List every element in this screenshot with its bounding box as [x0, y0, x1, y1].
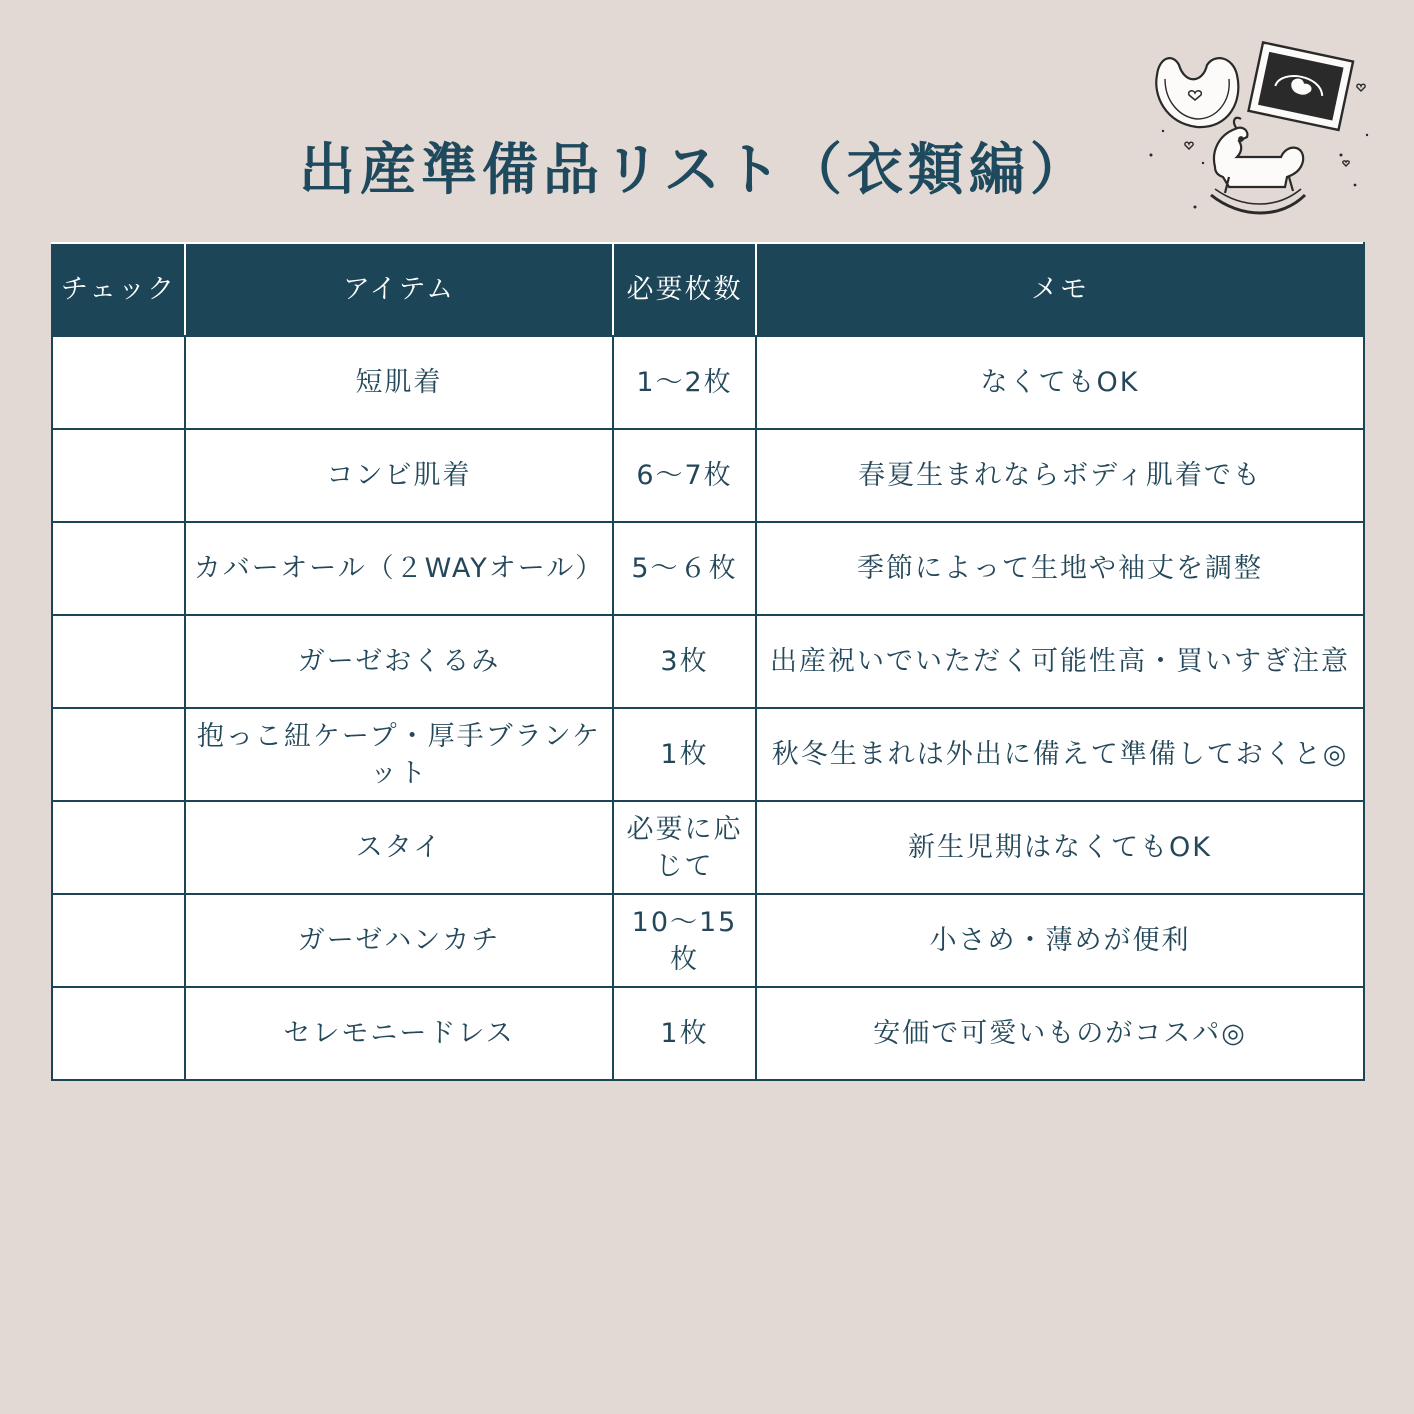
item-cell: ガーゼハンカチ — [185, 894, 613, 987]
check-cell[interactable] — [52, 987, 185, 1080]
quantity-cell: 6〜7枚 — [613, 429, 756, 522]
table-row — [52, 615, 1364, 708]
bib-icon — [1156, 58, 1238, 127]
header-quantity: 必要枚数 — [613, 243, 756, 336]
item-cell: カバーオール（２WAYオール） — [185, 522, 613, 615]
table-row — [52, 801, 1364, 894]
item-cell: 抱っこ紐ケープ・厚手ブランケット — [185, 708, 613, 801]
ultrasound-photo-icon — [1248, 42, 1353, 130]
table-row — [52, 522, 1364, 615]
memo-cell: なくてもOK — [756, 336, 1364, 429]
check-cell[interactable] — [52, 708, 185, 801]
memo-cell: 安価で可愛いものがコスパ◎ — [756, 987, 1364, 1080]
table-row — [52, 708, 1364, 801]
memo-cell: 季節によって生地や袖丈を調整 — [756, 522, 1364, 615]
baby-illustration — [1145, 35, 1375, 225]
memo-cell: 小さめ・薄めが便利 — [756, 894, 1364, 987]
page-title: 出産準備品リスト（衣類編） — [299, 137, 1091, 203]
check-cell[interactable] — [52, 894, 185, 987]
item-cell: セレモニードレス — [185, 987, 613, 1080]
check-cell[interactable] — [52, 522, 185, 615]
quantity-cell: 1枚 — [613, 987, 756, 1080]
table-row — [52, 429, 1364, 522]
header-memo: メモ — [756, 243, 1364, 336]
memo-cell: 出産祝いでいただく可能性高・買いすぎ注意 — [756, 615, 1364, 708]
quantity-cell: 10〜15枚 — [613, 894, 756, 987]
item-cell: コンビ肌着 — [185, 429, 613, 522]
memo-cell: 春夏生まれならボディ肌着でも — [756, 429, 1364, 522]
clothing-list-table — [51, 242, 1365, 1081]
quantity-cell: 3枚 — [613, 615, 756, 708]
check-cell[interactable] — [52, 429, 185, 522]
quantity-cell: 1枚 — [613, 708, 756, 801]
header-item: アイテム — [185, 243, 613, 336]
item-cell: 短肌着 — [185, 336, 613, 429]
table-header-row — [52, 243, 1364, 336]
memo-cell: 秋冬生まれは外出に備えて準備しておくと◎ — [756, 708, 1364, 801]
quantity-cell: 必要に応じて — [613, 801, 756, 894]
quantity-cell: 1〜2枚 — [613, 336, 756, 429]
rocking-horse-icon — [1211, 118, 1305, 213]
table-row — [52, 336, 1364, 429]
memo-cell: 新生児期はなくてもOK — [756, 801, 1364, 894]
item-cell: スタイ — [185, 801, 613, 894]
check-cell[interactable] — [52, 801, 185, 894]
header-check: チェック — [52, 243, 185, 336]
table-row — [52, 894, 1364, 987]
table-row — [52, 987, 1364, 1080]
check-cell[interactable] — [52, 615, 185, 708]
quantity-cell: 5〜６枚 — [613, 522, 756, 615]
check-cell[interactable] — [52, 336, 185, 429]
item-cell: ガーゼおくるみ — [185, 615, 613, 708]
